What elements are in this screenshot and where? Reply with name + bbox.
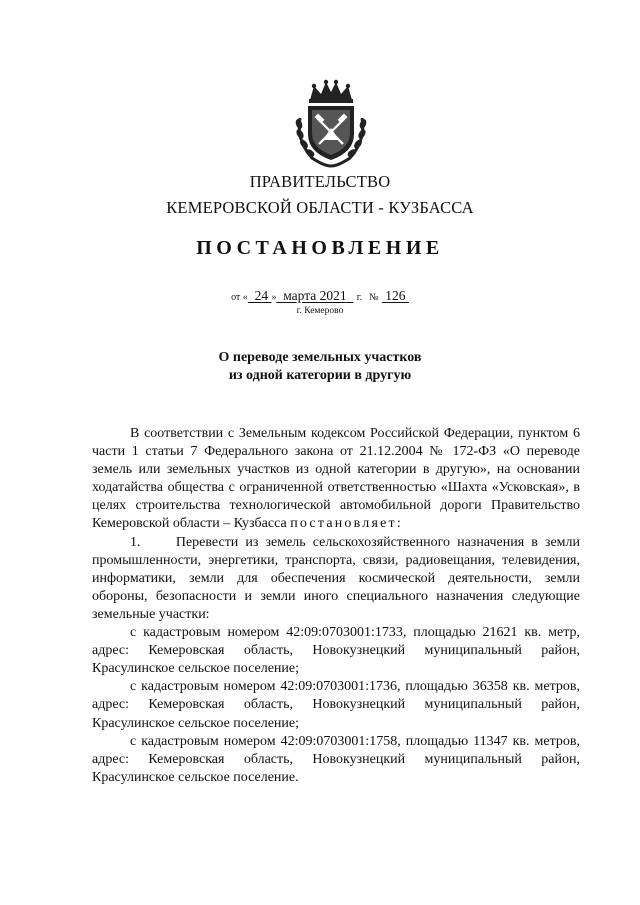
number-label: №	[369, 292, 379, 303]
date-month-year: марта 2021	[283, 288, 347, 303]
date-day: 24	[254, 288, 269, 303]
city-label: г. Кемерово	[296, 306, 344, 316]
date-number-line	[0, 288, 640, 304]
item-1-paragraph: 1. Перевести из земель сельскохозяйственного назначения в земли промышленности, энергетики, транспорта, связи, радиовещания, телевидения, информатики, земли для обеспечения космической деятельности, земли обороны, безопасности и земли иного специального назначения следующие земельные участки:	[92, 534, 580, 622]
parcel-2-paragraph: с кадастровым номером 42:09:0703001:1736, площадью 36358 кв. метров, адрес: Кемеровская область, Новокузнецкий муниципальный район, Красулинское сельское поселение;	[92, 679, 580, 731]
preamble-paragraph	[92, 425, 580, 534]
decree-word: постановляет:	[290, 516, 403, 532]
date-from-label: от «	[231, 292, 248, 303]
parcel-1-paragraph: с кадастровым номером 42:09:0703001:1733, площадью 21621 кв. метр, адрес: Кемеровская область, Новокузнецкий муниципальный район, Красулинское сельское поселение;	[92, 625, 580, 677]
government-name-line2: КЕМЕРОВСКОЙ ОБЛАСТИ - КУЗБАССА	[166, 198, 474, 217]
parcel-3-paragraph: с кадастровым номером 42:09:0703001:1758, площадью 11347 кв. метров, адрес: Кемеровская область, Новокузнецкий муниципальный район, Красулинское сельское поселение.	[92, 733, 580, 785]
document-title-line2: из одной категории в другую	[228, 368, 412, 383]
date-close-quote: »	[271, 292, 277, 303]
date-year-suffix: г.	[356, 292, 363, 303]
kuzbass-coat-of-arms-icon	[290, 78, 372, 168]
document-number: 126	[385, 288, 406, 303]
document-title-line1: О переводе земельных участков	[218, 350, 422, 365]
document-body	[92, 425, 580, 787]
preamble-text: В соответствии с Земельным кодексом Российской Федерации, пунктом 6 части 1 статьи 7 Федерального закона от 21.12.2004 № 172-ФЗ «О переводе земель или земельных участков из одной категории в другую», на основании ходатайства общества с ограниченной ответственностью «Шахта «Усковская», в целях строительства технологической автомобильной дороги Правительство Кемеровской области – Кузбасса	[92, 426, 580, 532]
government-name-line1: ПРАВИТЕЛЬСТВО	[249, 172, 391, 191]
document-type-heading: ПОСТАНОВЛЕНИЕ	[196, 237, 444, 259]
